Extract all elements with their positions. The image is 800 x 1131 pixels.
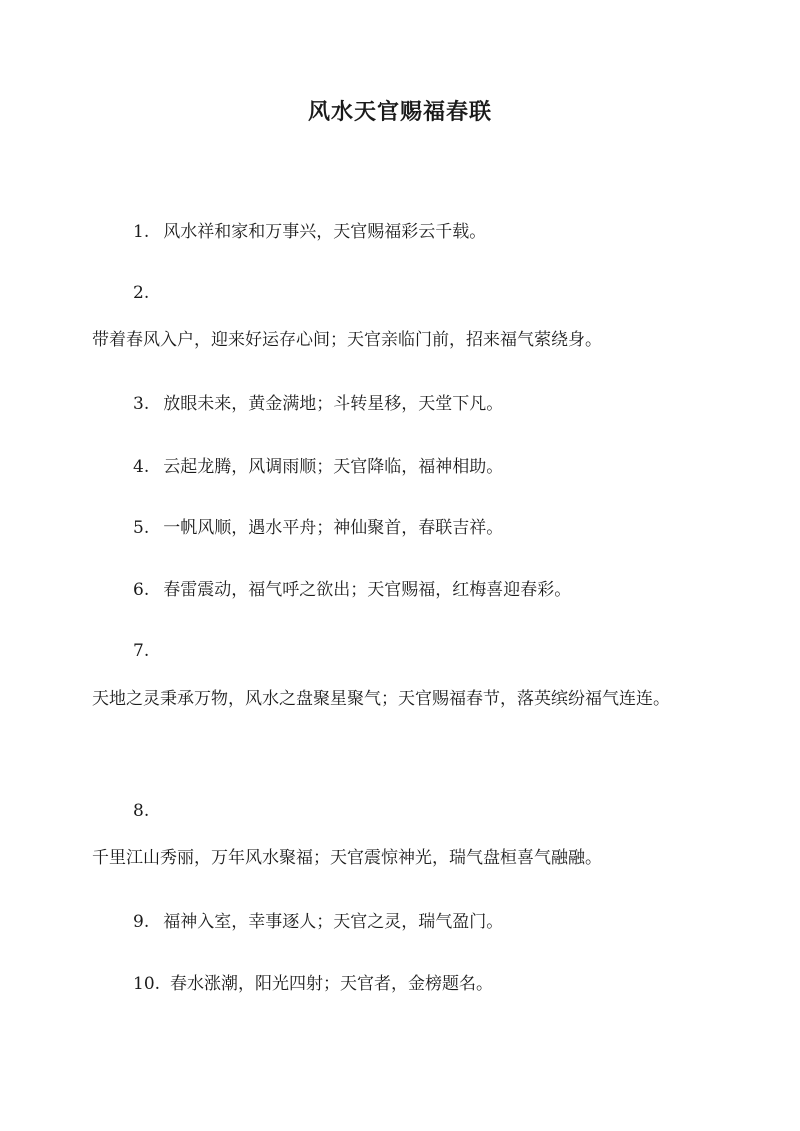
- item-text: 风水祥和家和万事兴，天官赐福彩云千载。: [163, 222, 487, 242]
- item-text: 一帆风顺，遇水平舟；神仙聚首，春联吉祥。: [163, 518, 504, 538]
- item-number: 9.: [133, 912, 150, 932]
- couplet-item-2-text: 带着春风入户，迎来好运存心间；天官亲临门前，招来福气萦绕身。: [92, 330, 602, 350]
- couplet-item-10: [133, 972, 493, 996]
- item-text: 春雷震动，福气呼之欲出；天官赐福，红梅喜迎春彩。: [163, 580, 572, 600]
- couplet-item-6: [133, 578, 571, 602]
- item-number: 6.: [133, 580, 150, 600]
- item-number-8: 8.: [133, 801, 150, 821]
- item-number-7: 7.: [133, 641, 150, 661]
- item-text: 福神入室，幸事逐人；天官之灵，瑞气盈门。: [163, 912, 504, 932]
- couplet-item-9: [133, 910, 503, 934]
- couplet-item-1: [133, 220, 486, 244]
- item-number: 5.: [133, 518, 150, 538]
- item-text: 春水涨潮，阳光四射；天官者，金榜题名。: [170, 974, 494, 994]
- couplet-item-3: [133, 392, 503, 416]
- couplet-item-4: [133, 455, 503, 479]
- couplet-item-5: [133, 516, 503, 540]
- item-number: 1.: [133, 222, 150, 242]
- item-number-2: 2.: [133, 283, 150, 303]
- item-number: 4.: [133, 457, 150, 477]
- couplet-item-7-text: 天地之灵秉承万物，风水之盘聚星聚气；天官赐福春节，落英缤纷福气连连。: [92, 689, 670, 709]
- item-text: 放眼未来，黄金满地；斗转星移，天堂下凡。: [163, 394, 504, 414]
- couplet-item-8-text: 千里江山秀丽，万年风水聚福；天官震惊神光，瑞气盘桓喜气融融。: [92, 848, 602, 868]
- item-number: 10.: [133, 974, 161, 994]
- page-title: 风水天官赐福春联: [307, 99, 492, 125]
- item-text: 云起龙腾，风调雨顺；天官降临，福神相助。: [163, 457, 504, 477]
- item-number: 3.: [133, 394, 150, 414]
